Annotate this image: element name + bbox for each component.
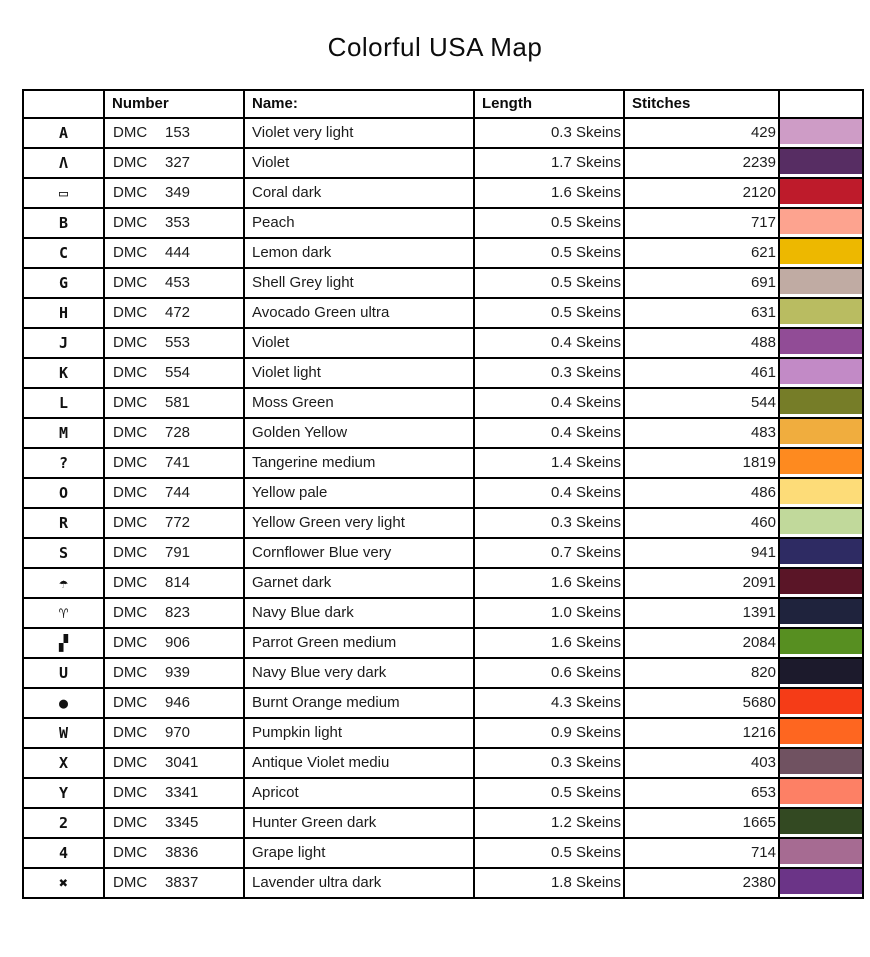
dmc-code: 554 <box>165 364 191 382</box>
brand-label: DMC <box>113 544 148 562</box>
thread-number-cell <box>104 778 244 808</box>
table-row <box>23 298 863 328</box>
length-value: 0.3 Skeins <box>474 748 624 778</box>
color-name: Antique Violet mediu <box>244 748 474 778</box>
thread-number-cell <box>104 478 244 508</box>
thread-number-cell <box>104 178 244 208</box>
color-swatch <box>780 659 862 684</box>
stitches-value: 621 <box>624 238 779 268</box>
table-row <box>23 718 863 748</box>
dmc-code: 906 <box>165 634 191 652</box>
brand-label: DMC <box>113 574 148 592</box>
stitch-symbol: Λ <box>23 148 104 178</box>
color-name: Violet <box>244 148 474 178</box>
color-name: Burnt Orange medium <box>244 688 474 718</box>
table-row <box>23 568 863 598</box>
stitches-value: 2084 <box>624 628 779 658</box>
color-swatch <box>780 479 862 504</box>
table-row <box>23 748 863 778</box>
color-name: Peach <box>244 208 474 238</box>
length-value: 0.6 Skeins <box>474 658 624 688</box>
stitches-value: 486 <box>624 478 779 508</box>
color-name: Yellow pale <box>244 478 474 508</box>
color-name: Cornflower Blue very <box>244 538 474 568</box>
thread-number-cell <box>104 448 244 478</box>
color-swatch <box>780 509 862 534</box>
thread-number-cell <box>104 868 244 898</box>
thread-number-cell <box>104 298 244 328</box>
color-swatch-cell <box>779 868 863 898</box>
dmc-code: 814 <box>165 574 191 592</box>
stitch-symbol: ☂ <box>23 568 104 598</box>
length-value: 4.3 Skeins <box>474 688 624 718</box>
brand-label: DMC <box>113 274 148 292</box>
length-value: 0.3 Skeins <box>474 358 624 388</box>
dmc-code: 3345 <box>165 814 199 832</box>
stitches-value: 2091 <box>624 568 779 598</box>
color-swatch-cell <box>779 418 863 448</box>
color-swatch <box>780 749 862 774</box>
color-swatch <box>780 719 862 744</box>
brand-label: DMC <box>113 184 148 202</box>
dmc-code: 791 <box>165 544 191 562</box>
brand-label: DMC <box>113 604 148 622</box>
table-row <box>23 838 863 868</box>
color-swatch-cell <box>779 178 863 208</box>
header-name: Name: <box>244 90 474 118</box>
thread-number-cell <box>104 388 244 418</box>
color-swatch-cell <box>779 298 863 328</box>
color-name: Navy Blue dark <box>244 598 474 628</box>
dmc-code: 581 <box>165 394 191 412</box>
stitch-symbol: ✖ <box>23 868 104 898</box>
dmc-code: 453 <box>165 274 191 292</box>
stitch-symbol: ▞ <box>23 628 104 658</box>
color-name: Pumpkin light <box>244 718 474 748</box>
color-swatch-cell <box>779 718 863 748</box>
stitches-value: 403 <box>624 748 779 778</box>
dmc-code: 970 <box>165 724 191 742</box>
stitches-value: 691 <box>624 268 779 298</box>
stitches-value: 653 <box>624 778 779 808</box>
stitch-symbol: ♈ <box>23 598 104 628</box>
color-name: Tangerine medium <box>244 448 474 478</box>
color-swatch-cell <box>779 478 863 508</box>
length-value: 1.7 Skeins <box>474 148 624 178</box>
color-swatch-cell <box>779 628 863 658</box>
dmc-code: 728 <box>165 424 191 442</box>
color-swatch <box>780 209 862 234</box>
stitch-symbol: ? <box>23 448 104 478</box>
color-name: Coral dark <box>244 178 474 208</box>
color-swatch-cell <box>779 688 863 718</box>
color-swatch <box>780 389 862 414</box>
dmc-code: 946 <box>165 694 191 712</box>
header-length: Length <box>474 90 624 118</box>
length-value: 0.5 Skeins <box>474 778 624 808</box>
dmc-code: 3836 <box>165 844 199 862</box>
thread-number-cell <box>104 148 244 178</box>
thread-number-cell <box>104 838 244 868</box>
brand-label: DMC <box>113 814 148 832</box>
stitches-value: 1216 <box>624 718 779 748</box>
table-row <box>23 388 863 418</box>
table-row <box>23 328 863 358</box>
color-swatch-cell <box>779 568 863 598</box>
brand-label: DMC <box>113 424 148 442</box>
length-value: 0.5 Skeins <box>474 208 624 238</box>
stitch-symbol: H <box>23 298 104 328</box>
brand-label: DMC <box>113 454 148 472</box>
length-value: 0.4 Skeins <box>474 418 624 448</box>
length-value: 1.6 Skeins <box>474 178 624 208</box>
stitch-symbol: L <box>23 388 104 418</box>
stitches-value: 1665 <box>624 808 779 838</box>
dmc-code: 939 <box>165 664 191 682</box>
color-name: Parrot Green medium <box>244 628 474 658</box>
thread-number-cell <box>104 118 244 148</box>
color-swatch-cell <box>779 808 863 838</box>
brand-label: DMC <box>113 724 148 742</box>
stitches-value: 820 <box>624 658 779 688</box>
length-value: 1.4 Skeins <box>474 448 624 478</box>
color-name: Grape light <box>244 838 474 868</box>
color-name: Violet <box>244 328 474 358</box>
stitch-symbol: G <box>23 268 104 298</box>
color-swatch-cell <box>779 328 863 358</box>
table-row <box>23 478 863 508</box>
brand-label: DMC <box>113 634 148 652</box>
stitch-symbol: X <box>23 748 104 778</box>
stitch-symbol: ● <box>23 688 104 718</box>
table-row <box>23 358 863 388</box>
color-swatch <box>780 629 862 654</box>
color-swatch <box>780 449 862 474</box>
length-value: 0.5 Skeins <box>474 238 624 268</box>
color-name: Lavender ultra dark <box>244 868 474 898</box>
brand-label: DMC <box>113 124 148 142</box>
stitches-value: 461 <box>624 358 779 388</box>
brand-label: DMC <box>113 484 148 502</box>
length-value: 0.7 Skeins <box>474 538 624 568</box>
header-stitches: Stitches <box>624 90 779 118</box>
color-swatch-cell <box>779 268 863 298</box>
brand-label: DMC <box>113 334 148 352</box>
color-name: Violet very light <box>244 118 474 148</box>
stitches-value: 714 <box>624 838 779 868</box>
thread-number-cell <box>104 418 244 448</box>
table-row <box>23 778 863 808</box>
stitches-value: 544 <box>624 388 779 418</box>
dmc-code: 553 <box>165 334 191 352</box>
length-value: 0.5 Skeins <box>474 298 624 328</box>
color-swatch-cell <box>779 508 863 538</box>
header-symbol <box>23 90 104 118</box>
thread-number-cell <box>104 268 244 298</box>
dmc-code: 3341 <box>165 784 199 802</box>
length-value: 1.0 Skeins <box>474 598 624 628</box>
color-name: Garnet dark <box>244 568 474 598</box>
table-row <box>23 178 863 208</box>
thread-number-cell <box>104 328 244 358</box>
brand-label: DMC <box>113 784 148 802</box>
color-swatch-cell <box>779 838 863 868</box>
brand-label: DMC <box>113 364 148 382</box>
color-swatch-cell <box>779 658 863 688</box>
header-color <box>779 90 863 118</box>
table-row <box>23 538 863 568</box>
color-swatch <box>780 239 862 264</box>
header-row <box>23 90 863 118</box>
length-value: 0.5 Skeins <box>474 838 624 868</box>
dmc-code: 349 <box>165 184 191 202</box>
brand-label: DMC <box>113 844 148 862</box>
thread-number-cell <box>104 538 244 568</box>
stitch-symbol: C <box>23 238 104 268</box>
color-swatch-cell <box>779 208 863 238</box>
stitch-symbol: R <box>23 508 104 538</box>
page-title: Colorful USA Map <box>327 32 543 62</box>
stitch-symbol: W <box>23 718 104 748</box>
table-row <box>23 688 863 718</box>
thread-number-cell <box>104 748 244 778</box>
table-row <box>23 148 863 178</box>
table-row <box>23 418 863 448</box>
table-row <box>23 598 863 628</box>
length-value: 0.5 Skeins <box>474 268 624 298</box>
color-key-table <box>22 89 864 899</box>
dmc-code: 472 <box>165 304 191 322</box>
dmc-code: 823 <box>165 604 191 622</box>
dmc-code: 744 <box>165 484 191 502</box>
color-swatch-cell <box>779 748 863 778</box>
color-swatch <box>780 179 862 204</box>
dmc-code: 444 <box>165 244 191 262</box>
stitches-value: 460 <box>624 508 779 538</box>
stitch-symbol: 2 <box>23 808 104 838</box>
thread-number-cell <box>104 238 244 268</box>
color-swatch <box>780 599 862 624</box>
length-value: 1.8 Skeins <box>474 868 624 898</box>
color-swatch <box>780 689 862 714</box>
color-swatch <box>780 539 862 564</box>
color-swatch-cell <box>779 148 863 178</box>
table-row <box>23 118 863 148</box>
color-swatch <box>780 869 862 894</box>
dmc-code: 3837 <box>165 874 199 892</box>
stitch-symbol: U <box>23 658 104 688</box>
dmc-code: 772 <box>165 514 191 532</box>
thread-number-cell <box>104 508 244 538</box>
stitches-value: 2380 <box>624 868 779 898</box>
color-name: Lemon dark <box>244 238 474 268</box>
color-swatch-cell <box>779 238 863 268</box>
stitch-symbol: ▭ <box>23 178 104 208</box>
color-key-rows <box>23 118 863 898</box>
stitch-symbol: 4 <box>23 838 104 868</box>
table-row <box>23 868 863 898</box>
color-swatch <box>780 359 862 384</box>
color-swatch-cell <box>779 778 863 808</box>
color-name: Apricot <box>244 778 474 808</box>
brand-label: DMC <box>113 244 148 262</box>
stitch-symbol: M <box>23 418 104 448</box>
dmc-code: 353 <box>165 214 191 232</box>
color-swatch-cell <box>779 598 863 628</box>
color-key-header <box>23 90 863 118</box>
color-swatch <box>780 839 862 864</box>
color-swatch <box>780 329 862 354</box>
stitches-value: 483 <box>624 418 779 448</box>
brand-label: DMC <box>113 754 148 772</box>
color-swatch-cell <box>779 118 863 148</box>
header-number: Number <box>104 90 244 118</box>
color-swatch <box>780 269 862 294</box>
length-value: 0.4 Skeins <box>474 388 624 418</box>
color-swatch <box>780 779 862 804</box>
stitch-symbol: J <box>23 328 104 358</box>
stitch-symbol: B <box>23 208 104 238</box>
thread-number-cell <box>104 358 244 388</box>
color-swatch-cell <box>779 448 863 478</box>
color-name: Yellow Green very light <box>244 508 474 538</box>
brand-label: DMC <box>113 514 148 532</box>
brand-label: DMC <box>113 214 148 232</box>
brand-label: DMC <box>113 304 148 322</box>
brand-label: DMC <box>113 394 148 412</box>
thread-number-cell <box>104 718 244 748</box>
color-swatch <box>780 149 862 174</box>
thread-number-cell <box>104 658 244 688</box>
brand-label: DMC <box>113 694 148 712</box>
length-value: 0.3 Skeins <box>474 508 624 538</box>
stitches-value: 2120 <box>624 178 779 208</box>
color-name: Golden Yellow <box>244 418 474 448</box>
stitches-value: 2239 <box>624 148 779 178</box>
color-swatch <box>780 419 862 444</box>
length-value: 0.9 Skeins <box>474 718 624 748</box>
color-name: Moss Green <box>244 388 474 418</box>
dmc-code: 327 <box>165 154 191 172</box>
table-row <box>23 238 863 268</box>
dmc-code: 741 <box>165 454 191 472</box>
stitches-value: 5680 <box>624 688 779 718</box>
color-name: Navy Blue very dark <box>244 658 474 688</box>
table-row <box>23 628 863 658</box>
stitches-value: 488 <box>624 328 779 358</box>
brand-label: DMC <box>113 154 148 172</box>
table-row <box>23 808 863 838</box>
color-swatch-cell <box>779 388 863 418</box>
color-swatch-cell <box>779 538 863 568</box>
thread-number-cell <box>104 598 244 628</box>
table-row <box>23 448 863 478</box>
brand-label: DMC <box>113 664 148 682</box>
color-swatch <box>780 119 862 144</box>
color-swatch-cell <box>779 358 863 388</box>
color-name: Shell Grey light <box>244 268 474 298</box>
length-value: 1.2 Skeins <box>474 808 624 838</box>
table-row <box>23 658 863 688</box>
table-row <box>23 208 863 238</box>
table-row <box>23 508 863 538</box>
stitch-symbol: K <box>23 358 104 388</box>
stitch-symbol: O <box>23 478 104 508</box>
stitch-symbol: Y <box>23 778 104 808</box>
stitch-symbol: S <box>23 538 104 568</box>
dmc-code: 153 <box>165 124 191 142</box>
stitches-value: 941 <box>624 538 779 568</box>
length-value: 1.6 Skeins <box>474 568 624 598</box>
thread-number-cell <box>104 208 244 238</box>
length-value: 0.4 Skeins <box>474 478 624 508</box>
color-swatch <box>780 809 862 834</box>
stitches-value: 631 <box>624 298 779 328</box>
thread-number-cell <box>104 628 244 658</box>
length-value: 0.4 Skeins <box>474 328 624 358</box>
table-row <box>23 268 863 298</box>
color-name: Hunter Green dark <box>244 808 474 838</box>
stitch-symbol: A <box>23 118 104 148</box>
thread-number-cell <box>104 568 244 598</box>
stitches-value: 1391 <box>624 598 779 628</box>
dmc-code: 3041 <box>165 754 199 772</box>
color-name: Violet light <box>244 358 474 388</box>
stitches-value: 429 <box>624 118 779 148</box>
stitches-value: 1819 <box>624 448 779 478</box>
stitches-value: 717 <box>624 208 779 238</box>
length-value: 1.6 Skeins <box>474 628 624 658</box>
thread-number-cell <box>104 808 244 838</box>
brand-label: DMC <box>113 874 148 892</box>
length-value: 0.3 Skeins <box>474 118 624 148</box>
color-swatch <box>780 299 862 324</box>
color-name: Avocado Green ultra <box>244 298 474 328</box>
color-swatch <box>780 569 862 594</box>
thread-number-cell <box>104 688 244 718</box>
